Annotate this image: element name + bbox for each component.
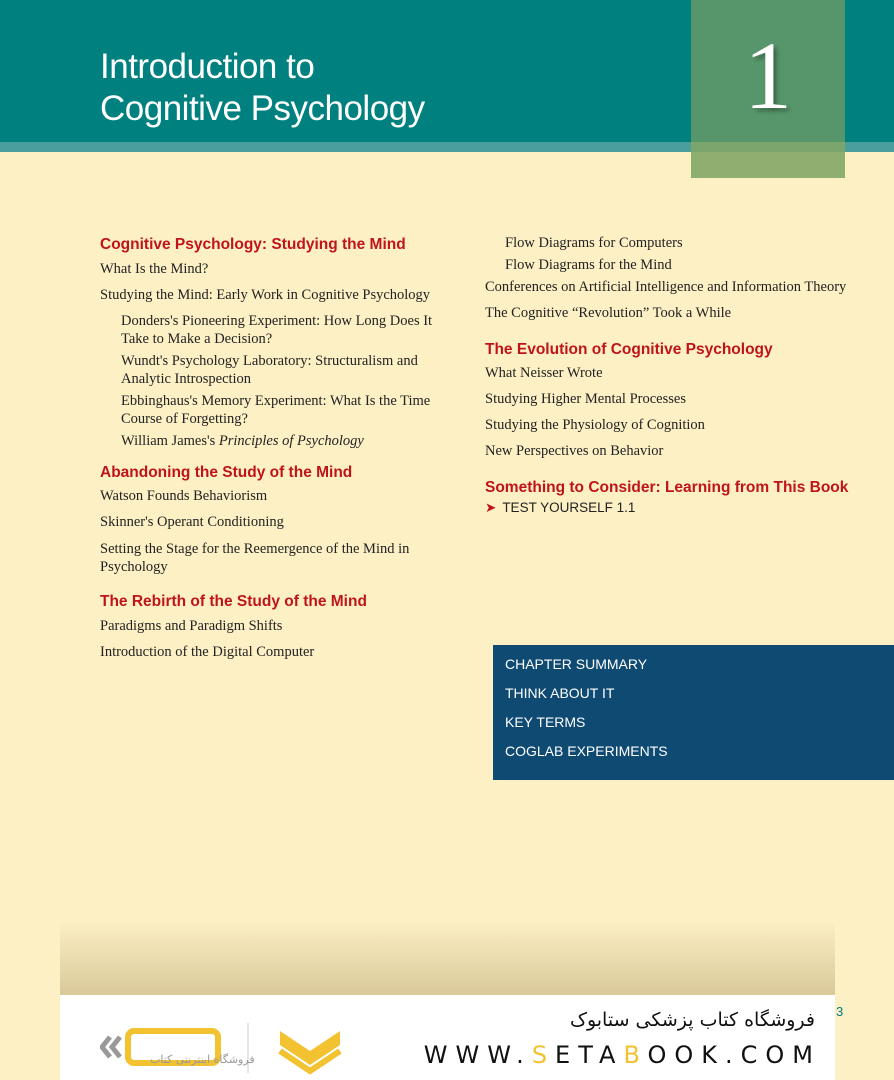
url-part: OOK.COM (647, 1041, 821, 1069)
section-heading: The Rebirth of the Study of the Mind (100, 593, 367, 610)
end-matter-item: THINK ABOUT IT (505, 685, 615, 701)
chapter-number-box (691, 0, 845, 178)
page-number: 3 (836, 1004, 844, 1019)
toc-entry: Introduction of the Digital Computer (100, 644, 315, 660)
toc-subentry: Wundt's Psychology Laboratory: Structuralism and Analytic Introspection (121, 353, 418, 387)
end-matter-item: KEY TERMS (505, 714, 586, 730)
url-part: B (623, 1041, 648, 1069)
arrow-icon: ➤ (485, 500, 497, 515)
watermark-banner (60, 995, 835, 1080)
toc-subentry: Flow Diagrams for Computers (505, 235, 683, 251)
toc-entry: Studying the Physiology of Cognition (485, 417, 705, 433)
section-heading: Cognitive Psychology: Studying the Mind (100, 236, 406, 253)
url-part: S (531, 1041, 556, 1069)
toc-entry: New Perspectives on Behavior (485, 443, 664, 459)
title-line-1: Introduction to (100, 47, 315, 86)
toc-entry: Paradigms and Paradigm Shifts (100, 618, 283, 634)
toc-entry: Watson Founds Behaviorism (100, 488, 268, 504)
logo-subtitle: فروشگاه اینترنتی کتاب (150, 1053, 255, 1066)
toc-subentry: Donders's Pioneering Experiment: How Long Does It Take to Make a Decision? (121, 313, 433, 347)
toc-entry: Setting the Stage for the Reemergence of the Mind in Psychology (100, 541, 410, 575)
section-heading: The Evolution of Cognitive Psychology (485, 341, 773, 358)
setabook-logo-icon (100, 1017, 360, 1077)
url-part: ETA (555, 1041, 624, 1069)
url-part: WWW. (423, 1041, 532, 1069)
footer-shadow (60, 920, 835, 995)
section-heading: Something to Consider: Learning from This Book (485, 479, 849, 496)
book-title: Principles of Psychology (218, 433, 364, 449)
toc-entry: Studying Higher Mental Processes (485, 391, 686, 407)
store-name: فروشگاه کتاب پزشکی ستابوک (569, 1009, 815, 1031)
chapter-number: 1 (744, 22, 792, 129)
store-url (424, 1041, 821, 1069)
end-matter-item: COGLAB EXPERIMENTS (505, 743, 668, 759)
toc-entry: Skinner's Operant Conditioning (100, 514, 284, 530)
section-heading: Abandoning the Study of the Mind (100, 464, 353, 481)
toc-subentry: Flow Diagrams for the Mind (505, 257, 672, 273)
end-matter-box (493, 645, 894, 780)
end-matter-item: CHAPTER SUMMARY (505, 656, 648, 672)
toc-entry: The Cognitive “Revolution” Took a While (485, 305, 732, 321)
test-label: TEST YOURSELF 1.1 (502, 500, 636, 515)
toc-entry: Conferences on Artificial Intelligence and Information Theory (485, 279, 847, 295)
toc-subentry: Ebbinghaus's Memory Experiment: What Is the Time Course of Forgetting? (121, 393, 431, 427)
toc-entry: What Neisser Wrote (485, 365, 603, 381)
toc-entry: Studying the Mind: Early Work in Cognitive Psychology (100, 287, 431, 303)
title-line-2: Cognitive Psychology (100, 89, 425, 128)
toc-entry: What Is the Mind? (100, 261, 209, 277)
test-yourself (485, 500, 635, 516)
chapter-title (100, 46, 425, 130)
entry-text: William James's (121, 433, 219, 449)
toc-subentry (121, 432, 441, 450)
